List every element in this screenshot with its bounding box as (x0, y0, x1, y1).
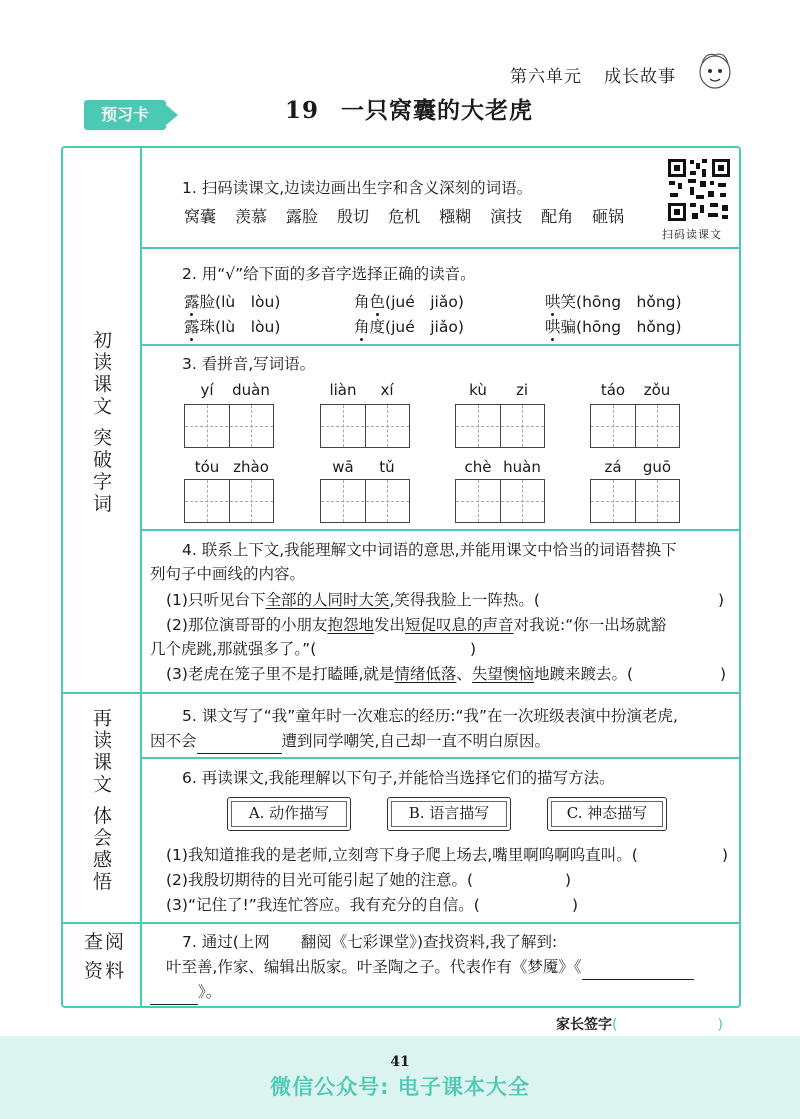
word: 危机 (388, 207, 421, 226)
fill-blank[interactable] (197, 729, 282, 754)
lesson-number: 19 (285, 97, 320, 124)
word: 露脸 (286, 207, 319, 226)
answer-paren-close: ) (470, 640, 477, 658)
polyphone-item: 哄骗(hōng hǒng) (545, 318, 682, 336)
lesson-title (285, 92, 533, 125)
polyphone-item: 露脸(lù lòu) (184, 293, 281, 311)
writing-grid[interactable] (590, 404, 680, 448)
frame-divider-vertical (140, 146, 142, 1008)
word: 殷切 (337, 207, 370, 226)
word: 砸锅 (592, 207, 625, 226)
row-divider (61, 692, 741, 694)
fill-blank[interactable] (582, 955, 694, 980)
q5-line2: 因不会 遭到同学嘲笑,自己却一直不明白原因。 (150, 729, 550, 754)
pinyin-prompt: zá guō (604, 458, 672, 476)
polyphone-item: 角色(jué jiǎo) (354, 293, 464, 311)
polyphone-item: 哄笑(hōng hǒng) (545, 293, 682, 311)
unit-header (510, 62, 676, 87)
q4-sentence-3: (3)老虎在笼子里不是打瞌睡,就是情绪低落、失望懊恼地踱来踱去。( (166, 665, 633, 683)
word: 配角 (541, 207, 574, 226)
qr-code-label: 扫码读课文 (662, 228, 722, 241)
qr-code-icon[interactable] (666, 157, 732, 223)
q4-sentence-2: (2)那位演哥哥的小朋友抱怨地发出短促叹息的声音对我说:“你一出场就豁 (166, 616, 667, 634)
word: 窝囊 (184, 207, 217, 226)
pinyin-prompt: wā tǔ (332, 458, 395, 476)
answer-paren-close: ) (565, 871, 572, 889)
q7-line2: 叶至善,作家、编辑出版家。叶圣陶之子。代表作有《梦魇》《 (166, 955, 694, 980)
q7-line1: 7. 通过(上网 翻阅《七彩课堂》)查找资料,我了解到: (182, 933, 558, 951)
pinyin-prompt: tóu zhào (194, 458, 269, 476)
q6-prompt: 6. 再读课文,我能理解以下句子,并能恰当选择它们的描写方法。 (182, 769, 615, 787)
writing-grid[interactable] (320, 404, 410, 448)
row-divider (61, 922, 741, 924)
pinyin-prompt: yí duàn (200, 381, 270, 399)
q3-prompt: 3. 看拼音,写词语。 (182, 355, 316, 373)
q4-prompt-line2: 列句子中画线的内容。 (150, 565, 306, 583)
answer-paren-close: ) (718, 591, 725, 609)
q6-sentence-3: (3)“记住了!”我连忙答应。我有充分的自信。( (166, 896, 480, 914)
polyphone-item: 露珠(lù lòu) (184, 318, 281, 336)
footer-watermark-text: 微信公众号: 电子课本大全 (270, 1075, 530, 1099)
pinyin-prompt: liàn xí (329, 381, 394, 399)
q6-sentence-2: (2)我殷切期待的目光可能引起了她的注意。( (166, 871, 474, 889)
page-number: 41 (390, 1054, 410, 1070)
unit-name: 第六单元 (510, 67, 582, 87)
q1-prompt: 1. 扫码读课文,边读边画出生字和含义深刻的词语。 (182, 179, 533, 197)
pinyin-prompt: táo zǒu (600, 381, 671, 399)
q4-prompt-line1: 4. 联系上下文,我能理解文中词语的意思,并能用课文中恰当的词语替换下 (182, 541, 677, 559)
q2-prompt: 2. 用“√”给下面的多音字选择正确的读音。 (182, 265, 476, 283)
q5-line1: 5. 课文写了“我”童年时一次难忘的经历:“我”在一次班级表演中扮演老虎, (182, 707, 678, 725)
section-label-research: 查阅资料 (84, 931, 127, 982)
unit-theme: 成长故事 (604, 67, 676, 87)
section-label-second-read: 再读课文 体会感悟 (90, 708, 112, 894)
q1-word-list (184, 205, 643, 229)
fill-blank[interactable] (150, 980, 198, 1005)
q7-line3: 》。 (150, 980, 221, 1005)
section-label-first-read: 初读课文 突破字词 (90, 330, 112, 516)
answer-paren-close: ) (572, 896, 579, 914)
cartoon-face-icon (697, 50, 733, 90)
answer-paren-close: ) (720, 665, 727, 683)
writing-grid[interactable] (590, 479, 680, 523)
option-b-card: B. 语言描写 (387, 797, 511, 831)
pinyin-prompt: chè huàn (464, 458, 541, 476)
q6-sentence-1: (1)我知道推我的是老师,立刻弯下身子爬上场去,嘴里啊呜啊呜直叫。( (166, 846, 638, 864)
row-divider (140, 344, 741, 346)
row-divider (140, 757, 741, 759)
word: 糨糊 (439, 207, 472, 226)
writing-grid[interactable] (184, 479, 274, 523)
writing-grid[interactable] (455, 404, 545, 448)
writing-grid[interactable] (184, 404, 274, 448)
writing-grid[interactable] (320, 479, 410, 523)
word: 演技 (490, 207, 523, 226)
row-divider (140, 247, 741, 249)
answer-paren-close: ) (722, 846, 729, 864)
q4-sentence-1: (1)只听见台下全部的人同时大笑,笑得我脸上一阵热。( (166, 591, 540, 609)
pinyin-prompt: kù zi (469, 381, 529, 399)
row-divider (140, 529, 741, 531)
polyphone-item: 角度(jué jiǎo) (354, 318, 464, 336)
writing-grid[interactable] (455, 479, 545, 523)
lesson-title-text: 一只窝囊的大老虎 (341, 97, 534, 124)
option-c-card: C. 神态描写 (547, 797, 667, 831)
preview-card-tag: 预习卡 (84, 100, 166, 130)
q4-sentence-2-cont: 几个虎跳,那就强多了。”( (150, 640, 317, 658)
word: 羡慕 (235, 207, 268, 226)
parent-signature: 家长签字( ) (556, 1017, 723, 1033)
option-a-card: A. 动作描写 (227, 797, 351, 831)
